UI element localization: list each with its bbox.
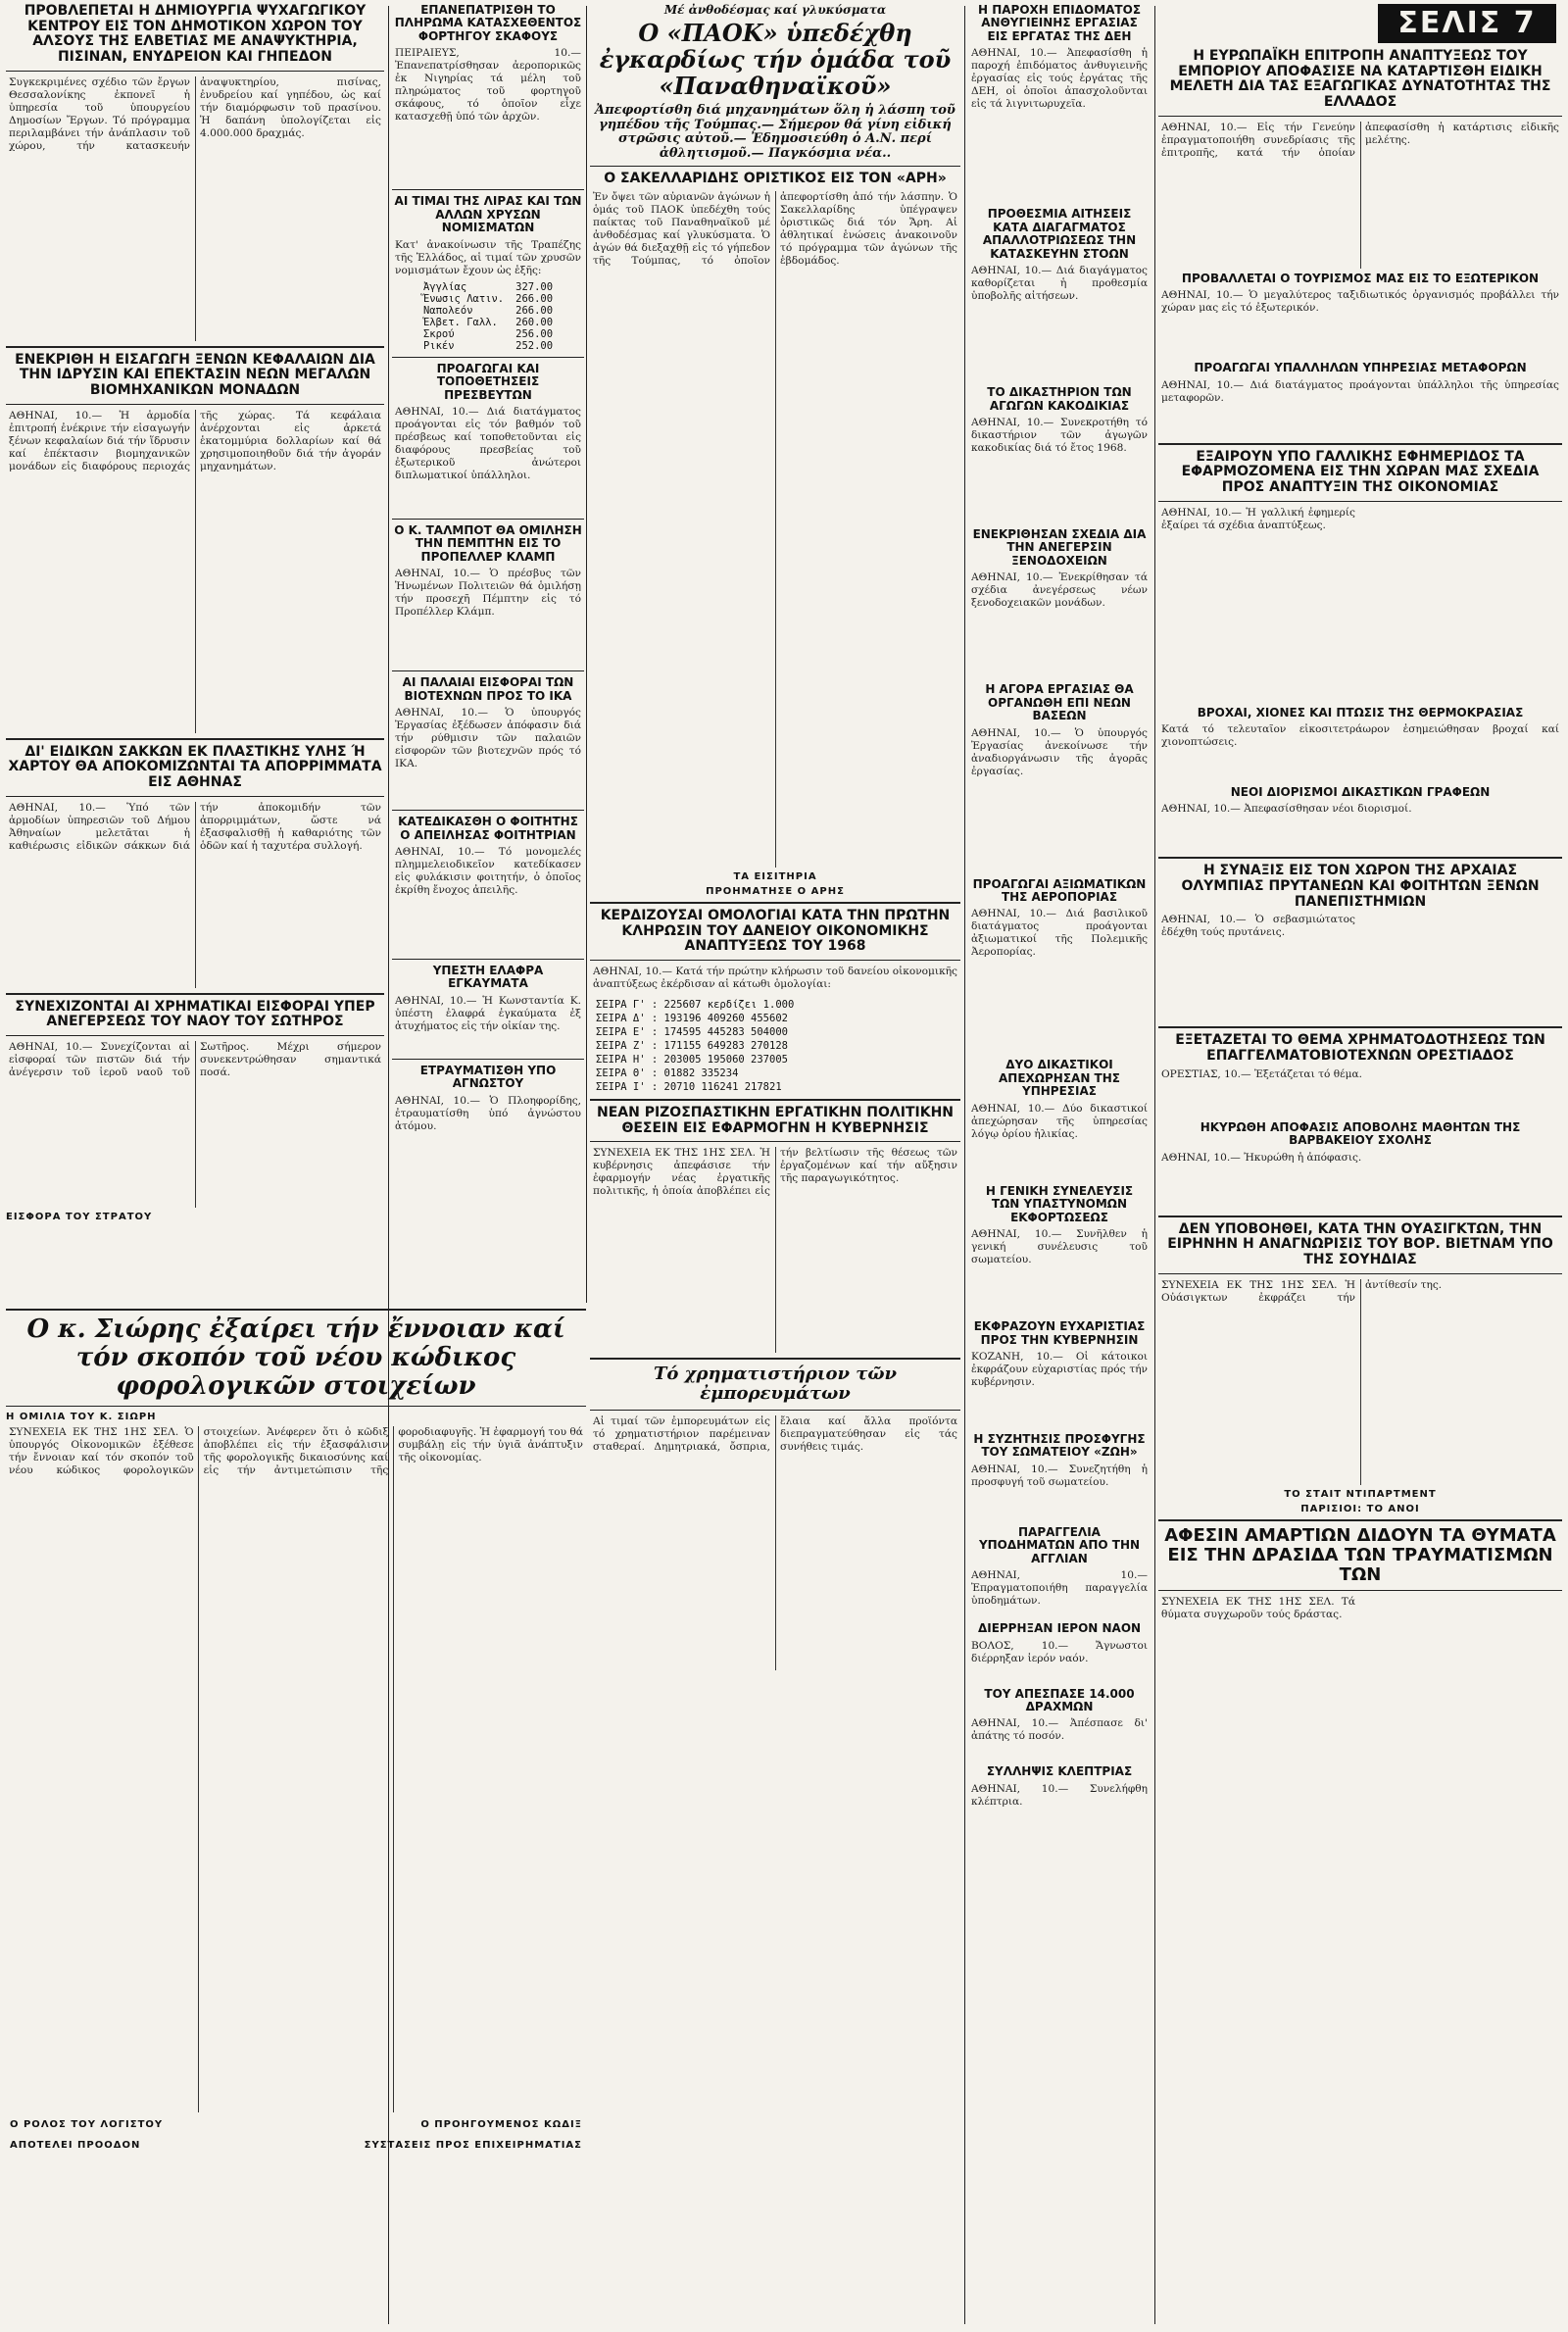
headline-vietnam: ΔΕΝ ΥΠΟΒΟΗΘΕΙ, ΚΑΤΑ ΤΗΝ ΟΥΑΣΙΓΚΤΩΝ, ΤΗΝ ΕΙΡΗΝΗΝ Η ΑΝΑΓΝΩΡΙΣΙΣ ΤΟΥ ΒΟΡ. ΒΙΕΤΝΑΜ ΥΠΟ ΤΗΣ ΣΟΥΗΔΙΑΣ: [1167, 1220, 1553, 1268]
headline-judges-retired: ΔΥΟ ΔΙΚΑΣΤΙΚΟΙ ΑΠΕΧΩΡΗΣΑΝ ΤΗΣ ΥΠΗΡΕΣΙΑΣ: [999, 1058, 1120, 1099]
headline-european-commission: Η ΕΥΡΩΠΑΪΚΗ ΕΠΙΤΡΟΠΗ ΑΝΑΠΤΥΞΕΩΣ ΤΟΥ ΕΜΠΟΡΙΟΥ ΑΠΟΦΑΣΙΣΕ ΝΑ ΚΑΤΑΡΤΙΣΘΗ ΕΙΔΙΚΗ ΜΕΛΕΤΗ ΔΙΑ ΤΑΣ ΕΞΑΓΩΓΙΚΑΣ ΔΥΝΑΤΟΤΗΤΑΣ ΤΗΣ ΕΛΛΑΔΟΣ: [1169, 48, 1551, 111]
subhead-accountant-role: Ο ΡΟΛΟΣ ΤΟΥ ΛΟΓΙΣΤΟΥ: [10, 2119, 164, 2131]
article-forgiveness: ΣΥΝΕΧΕΙΑ ΕΚ ΤΗΣ 1ΗΣ ΣΕΛ. Τά θύματα συγχωροῦν τούς δράστας.: [1161, 1596, 1355, 1621]
headline-church-burglary: ΔΙΕΡΡΗΞΑΝ ΙΕΡΟΝ ΝΑΟΝ: [977, 1621, 1142, 1636]
subhead-tickets: ΤΑ ΕΙΣΙΤΗΡΙΑ: [733, 870, 817, 882]
headline-court: ΤΟ ΔΙΚΑΣΤΗΡΙΟΝ ΤΩΝ ΑΓΩΓΩΝ ΚΑΚΟΔΙΚΙΑΣ: [987, 385, 1132, 413]
article-church-burglary: ΒΟΛΟΣ, 10.— Ἄγνωστοι διέρρηξαν ἱερόν ναόν.: [971, 1639, 1148, 1664]
article-french-newspaper: ΑΘΗΝΑΙ, 10.— Ἡ γαλλική ἐφημερίς ἐξαίρει τά σχέδια ἀναπτύξεως.: [1161, 506, 1355, 531]
article-bond-draw: ΑΘΗΝΑΙ, 10.— Κατά τήν πρώτην κλήρωσιν τοῦ δανείου οἰκονομικῆς ἀναπτύξεως ἐκέρδισαν αἱ κάτωθι ὁμολογίαι:: [593, 965, 957, 990]
article-olympia: ΑΘΗΝΑΙ, 10.— Ὁ σεβασμιώτατος ἐδέχθη τούς πρυτάνεις.: [1161, 914, 1355, 939]
deck-paok: Ἀπεφορτίσθη διά μηχανημάτων ὅλη ἡ λάσπη τοῦ γηπέδου τῆς Τούμπας.— Σήμερον θά γίνη εἰδική στρῶσις αὐτοῦ.— Ἐδημοσιεύθη ὁ Α.Ν. περί ἀθλητισμοῦ.— Παγκόσμια νέα..: [595, 103, 956, 161]
headline-assembly: Η ΓΕΝΙΚΗ ΣΥΝΕΛΕΥΣΙΣ ΤΩΝ ΥΠΑΣΤΥΝΟΜΩΝ ΕΚΦΟΡΤΩΣΕΩΣ: [985, 1183, 1134, 1224]
article-garbage-bags: ΑΘΗΝΑΙ, 10.— Ὑπό τῶν ἁρμοδίων ὑπηρεσιῶν τοῦ Δήμου Ἀθηναίων μελετᾶται ἡ καθιέρωσις εἰδικῶν σάκκων διά τήν ἀποκομιδήν τῶν ἀπορριμμάτων, ὥστε νά ἐξασφαλισθῇ ἡ καθαριότης τῶν ὁδῶν καί ἡ ταχυτέρα συλλογή.: [9, 801, 381, 852]
headline-airforce: ΠΡΟΑΓΩΓΑΙ ΑΞΙΩΜΑΤΙΚΩΝ ΤΗΣ ΑΕΡΟΠΟΡΙΑΣ: [972, 876, 1147, 904]
headline-ika-contributions: ΑΙ ΠΑΛΑΙΑΙ ΕΙΣΦΟΡΑΙ ΤΩΝ ΒΙΟΤΕΧΝΩΝ ΠΡΟΣ ΤΟ ΙΚΑ: [402, 675, 574, 703]
article-thief-arrest: ΑΘΗΝΑΙ, 10.— Συνελήφθη κλέπτρια.: [971, 1782, 1148, 1808]
headline-gold-prices: ΑΙ ΤΙΜΑΙ ΤΗΣ ΛΙΡΑΣ ΚΑΙ ΤΩΝ ΑΛΛΩΝ ΧΡΥΣΩΝ ΝΟΜΙΣΜΑΤΩΝ: [394, 194, 582, 235]
gold-price-row: Ναπολεόν 266.00: [422, 304, 554, 317]
article-paok: Ἐν ὄψει τῶν αὐριανῶν ἀγώνων ἡ ὁμάς τοῦ ΠΑΟΚ ὑπεδέχθη τούς παίκτας τοῦ Παναθηναϊκοῦ μέ ἀνθοδέσμας καί γλυκύσματα. Ὁ ἀγών θά διεξαχθῇ εἰς τό γήπεδον τῆς Τούμπας, τό ὁποῖον ἀπεφορτίσθη ἀπό τήν λάσπην. Ὁ Σακελλαρίδης ὑπέγραψεν ὁριστικῶς διά τόν Ἄρη. Αἱ ἀθλητικαί ἑνώσεις ἀνακοινοῦν τό πρόγραμμα τῶν ἀγώνων τῆς ἑβδομάδος.: [593, 190, 957, 267]
article-tourism: ΑΘΗΝΑΙ, 10.— Ὁ μεγαλύτερος ταξιδιωτικός ὀργανισμός προβάλλει τήν χώραν μας εἰς τό ἐξωτερικόν.: [1161, 289, 1559, 315]
subhead-army-contribution: ΕΙΣΦΟΡΑ ΤΟΥ ΣΤΡΑΤΟΥ: [6, 1212, 153, 1223]
subhead-aris-training: ΠΡΟΗΜΑΤΗΣΕ Ο ΑΡΗΣ: [706, 885, 845, 897]
headline-court-appointments: ΝΕΟΙ ΔΙΟΡΙΣΜΟΙ ΔΙΚΑΣΤΙΚΩΝ ΓΡΑΦΕΩΝ: [1230, 785, 1491, 800]
article-orestiada: ΟΡΕΣΤΙΑΣ, 10.— Ἐξετάζεται τό θέμα.: [1161, 1067, 1362, 1080]
subhead-progress: ΑΠΟΤΕΛΕΙ ΠΡΟΟΔΟΝ: [10, 2140, 141, 2152]
headline-shoes: ΠΑΡΑΓΓΕΛΙΑ ΥΠΟΔΗΜΑΤΩΝ ΑΠΟ ΤΗΝ ΑΓΓΛΙΑΝ: [978, 1524, 1141, 1565]
gold-price-row: Ρικέν 252.00: [422, 339, 554, 352]
subhead-state-department: ΤΟ ΣΤΑΙΤ ΝΤΙΠΑΡΤΜΕΝΤ: [1284, 1488, 1437, 1500]
headline-sakellaridis: Ο ΣΑΚΕΛΛΑΡΙΔΗΣ ΟΡΙΣΤΙΚΟΣ ΕΙΣ ΤΟΝ «ΑΡΗ»: [604, 171, 947, 187]
headline-student-convicted: ΚΑΤΕΔΙΚΑΣΘΗ Ο ΦΟΙΤΗΤΗΣ Ο ΑΠΕΙΛΗΣΑΣ ΦΟΙΤΗΤΡΙΑΝ: [398, 815, 578, 842]
article-expropriation: ΑΘΗΝΑΙ, 10.— Διά διαγάγματος καθορίζεται ἡ προθεσμία ὑποβολῆς αἰτήσεων.: [971, 265, 1148, 303]
article-airforce: ΑΘΗΝΑΙ, 10.— Διά βασιλικοῦ διατάγματος προάγονται ἀξιωματικοί τῆς Πολεμικῆς Ἀεροπορίας.: [971, 908, 1148, 959]
article-thanks: ΚΟΖΑΝΗ, 10.— Οἱ κάτοικοι ἐκφράζουν εὐχαριστίας πρός τήν κυβέρνησιν.: [971, 1350, 1148, 1388]
headline-thief-arrest: ΣΥΛΛΗΨΙΣ ΚΛΕΠΤΡΙΑΣ: [986, 1764, 1133, 1779]
article-sioris: ΣΥΝΕΧΕΙΑ ΕΚ ΤΗΣ 1ΗΣ ΣΕΛ. Ὁ ὑπουργός Οἰκονομικῶν ἐξέθεσε τήν ἔννοιαν καί τόν σκοπόν τοῦ νέου κώδικος φορολογικῶν στοιχείων. Ἀνέφερεν ὅτι ὁ κῶδιξ ἀποβλέπει εἰς τήν ἐξασφάλισιν τῆς φορολογικῆς δικαιοσύνης καί εἰς τήν ἀντιμετώπισιν τῆς φοροδιαφυγῆς. Ἡ ἐφαρμογή του θά συμβάλῃ εἰς τήν ὑγιᾶ ἀνάπτυξιν τῆς οἰκονομίας.: [9, 1426, 583, 1477]
article-judges-retired: ΑΘΗΝΑΙ, 10.— Δύο δικαστικοί ἀπεχώρησαν τῆς ὑπηρεσίας λόγῳ ὁρίου ἡλικίας.: [971, 1102, 1148, 1140]
gold-price-row: Ἀγγλίας 327.00: [422, 280, 554, 293]
article-talbot-speech: ΑΘΗΝΑΙ, 10.— Ὁ πρέσβυς τῶν Ἡνωμένων Πολιτειῶν θά ὁμιλήσῃ τήν προσεχῆ Πέμπτην εἰς τό Προπέλλερ Κλάμπ.: [395, 568, 581, 619]
headline-weather: ΒΡΟΧΑΙ, ΧΙΟΝΕΣ ΚΑΙ ΠΤΩΣΙΣ ΤΗΣ ΘΕΡΜΟΚΡΑΣΙΑΣ: [1197, 705, 1524, 719]
bond-row: ΣΕΙΡΑ Ι' : 20710 116241 217821: [596, 1080, 782, 1093]
gold-price-row: Σκρού 256.00: [422, 327, 554, 340]
article-shoes: ΑΘΗΝΑΙ, 10.— Ἐπραγματοποιήθη παραγγελία ὑποδημάτων.: [971, 1569, 1148, 1608]
headline-zoi: Η ΣΥΖΗΤΗΣΙΣ ΠΡΟΣΦΥΓΗΣ ΤΟΥ ΣΩΜΑΤΕΙΟΥ «ΖΩΗ»: [973, 1431, 1146, 1460]
article-amusement-center: Συγκεκριμένες σχέδιο τῶν ἔργων Θεσσαλονίκης ἐκπονεῖ ἡ ὑπηρεσία τοῦ ὑπουργείου Δημοσίων Ἔργων. Τό πρόγραμμα περιλαμβάνει τήν ἀνάπλασιν τοῦ χώρου, τήν κατασκευήν ἀναψυκτηρίου, πισίνας, ἐνυδρείου καί γηπέδου, ὡς καί τήν διαμόρφωσιν τοῦ πρασίνου. Ἡ δαπάνη ὑπολογίζεται εἰς 4.000.000 δραχμάς.: [9, 75, 381, 152]
headline-olympia: Η ΣΥΝΑΞΙΣ ΕΙΣ ΤΟΝ ΧΩΡΟΝ ΤΗΣ ΑΡΧΑΙΑΣ ΟΛΥΜΠΙΑΣ ΠΡΥΤΑΝΕΩΝ ΚΑΙ ΦΟΙΤΗΤΩΝ ΞΕΝΩΝ ΠΑΝΕΠΙΣΤΗΜΙΩΝ: [1181, 863, 1540, 910]
article-ika-contributions: ΑΘΗΝΑΙ, 10.— Ὁ ὑπουργός Ἐργασίας ἐξέδωσεν ἀπόφασιν διά τήν ρύθμισιν τῶν παλαιῶν εἰσφορῶν τῶν βιοτεχνῶν πρός τό ΙΚΑ.: [395, 707, 581, 770]
bond-row: ΣΕΙΡΑ Ζ' : 171155 649283 270128: [596, 1039, 788, 1052]
article-injured-unknown: ΑΘΗΝΑΙ, 10.— Ὁ Πλοηφορίδης, ἐτραυματίσθη ὑπό ἀγνώστου ἀτόμου.: [395, 1094, 581, 1132]
headline-bond-draw: ΚΕΡΔΙΖΟΥΣΑΙ ΟΜΟΛΟΓΙΑΙ ΚΑΤΑ ΤΗΝ ΠΡΩΤΗΝ ΚΛΗΡΩΣΙΝ ΤΟΥ ΔΑΝΕΙΟΥ ΟΙΚΟΝΟΜΙΚΗΣ ΑΝΑΠΤΥΞΕΩΣ ΤΟΥ 1968: [600, 907, 951, 955]
headline-expropriation: ΠΡΟΘΕΣΜΙΑ ΑΙΤΗΣΕΙΣ ΚΑΤΑ ΔΙΑΓΑΓΜΑΤΟΣ ΑΠΑΛΛΟΤΡΙΩΣΕΩΣ ΤΗΝ ΚΑΤΑΣΚΕΥΗΝ ΣΤΟΩΝ: [982, 207, 1137, 261]
gold-price-table: [417, 281, 559, 352]
column-3: [590, 0, 960, 2324]
article-court-appointments: ΑΘΗΝΑΙ, 10.— Ἀπεφασίσθησαν νέοι διορισμοί.: [1161, 803, 1412, 816]
headline-amusement-center: ΠΡΟΒΛΕΠΕΤΑΙ Η ΔΗΜΙΟΥΡΓΙΑ ΨΥΧΑΓΩΓΙΚΟΥ ΚΕΝΤΡΟΥ ΕΙΣ ΤΟΝ ΔΗΜΟΤΙΚΟΝ ΧΩΡΟΝ ΤΟΥ ΑΛΣΟΥΣ ΤΗΣ ΕΛΒΕΤΙΑΣ ΜΕ ΑΝΑΨΥΚΤΗΡΙΑ, ΠΙΣΙΝΑΝ, ΕΝΥΔΡΕΙΟΝ ΚΑΙ ΓΗΠΕΔΟΝ: [24, 3, 367, 66]
article-hotels: ΑΘΗΝΑΙ, 10.— Ἐνεκρίθησαν τά σχέδια ἀνεγέρσεως νέων ξενοδοχειακῶν μονάδων.: [971, 571, 1148, 610]
subhead-previous-code: Ο ΠΡΟΗΓΟΥΜΕΝΟΣ ΚΩΔΙΞ: [420, 2119, 582, 2131]
article-gold-prices: Κατ' ἀνακοίνωσιν τῆς Τραπέζης τῆς Ἑλλάδος, αἱ τιμαί τῶν χρυσῶν νομισμάτων ἔχουν ὡς ἑξῆς:: [395, 238, 581, 276]
headline-foreign-capital: ΕΝΕΚΡΙΘΗ Η ΕΙΣΑΓΩΓΗ ΞΕΝΩΝ ΚΕΦΑΛΑΙΩΝ ΔΙΑ ΤΗΝ ΙΔΡΥΣΙΝ ΚΑΙ ΕΠΕΚΤΑΣΙΝ ΝΕΩΝ ΜΕΓΑΛΩΝ ΒΙΟΜΗΧΑΝΙΚΩΝ ΜΟΝΑΔΩΝ: [15, 351, 375, 399]
bond-row: ΣΕΙΡΑ Η' : 203005 195060 237005: [596, 1053, 788, 1066]
bond-list: [596, 998, 955, 1094]
column-4: [968, 0, 1151, 2324]
article-student-convicted: ΑΘΗΝΑΙ, 10.— Τό μονομελές πλημμελειοδικεῖον κατεδίκασεν εἰς φυλάκισιν φοιτητήν, ὁ ὁποῖος ἐκρίθη ἔνοχος ἀπειλῆς.: [395, 846, 581, 896]
article-zoi: ΑΘΗΝΑΙ, 10.— Συνεζητήθη ἡ προσφυγή τοῦ σωματείου.: [971, 1463, 1148, 1488]
headline-light-burns: ΥΠΕΣΤΗ ΕΛΑΦΡΑ ΕΓΚΑΥΜΑΤΑ: [432, 964, 544, 991]
bond-row: ΣΕΙΡΑ Γ' : 225607 κερδίζει 1.000: [596, 998, 795, 1011]
article-assembly: ΑΘΗΝΑΙ, 10.— Συνῆλθεν ἡ γενική συνέλευσις τοῦ σωματείου.: [971, 1228, 1148, 1266]
article-dei-allowance: ΑΘΗΝΑΙ, 10.— Ἀπεφασίσθη ἡ παροχή ἐπιδόματος ἀνθυγιεινῆς ἐργασίας εἰς τούς ἐργάτας τῆς ΔΕΗ, οἱ ὁποῖοι ἀπασχολοῦνται εἰς τά λιγνιτωρυχεῖα.: [971, 47, 1148, 111]
article-church-donations: ΑΘΗΝΑΙ, 10.— Συνεχίζονται αἱ εἰσφοραί τῶν πιστῶν διά τήν ἀνέγερσιν τοῦ ἱεροῦ ναοῦ τοῦ Σωτῆρος. Μέχρι σήμερον συνεκεντρώθησαν σημαντικά ποσά.: [9, 1041, 381, 1079]
subhead-sioris-speech: Η ΟΜΙΛΙΑ ΤΟΥ Κ. ΣΙΩΡΗ: [6, 1412, 157, 1423]
headline-injured-unknown: ΕΤΡΑΥΜΑΤΙΣΘΗ ΥΠΟ ΑΓΝΩΣΤΟΥ: [419, 1063, 557, 1091]
article-labor-market: ΑΘΗΝΑΙ, 10.— Ὁ ὑπουργός Ἐργασίας ἀνεκοίνωσε τήν ἀναδιοργάνωσιν τῆς ἀγορᾶς ἐργασίας.: [971, 726, 1148, 777]
headline-ambassadors: ΠΡΟΑΓΩΓΑΙ ΚΑΙ ΤΟΠΟΘΕΤΗΣΕΙΣ ΠΡΕΣΒΕΥΤΩΝ: [436, 361, 540, 402]
article-labor-policy: ΣΥΝΕΧΕΙΑ ΕΚ ΤΗΣ 1ΗΣ ΣΕΛ. Ἡ κυβέρνησις ἀπεφάσισε τήν ἐφαρμογήν νέας ἐργατικῆς πολιτικῆς, ἡ ὁποία ἀποβλέπει εἰς τήν βελτίωσιν τῆς θέσεως τῶν ἐργαζομένων καί τήν αὔξησιν τῆς παραγωγικότητος.: [593, 1147, 957, 1198]
article-commodity-exchange: Αἱ τιμαί τῶν ἐμπορευμάτων εἰς τό χρηματιστήριον παρέμειναν σταθεραί. Δημητριακά, ὄσπρια, ἔλαια καί ἄλλα προϊόντα διεπραγματεύθησαν εἰς τάς συνήθεις τιμάς.: [593, 1414, 957, 1453]
bond-row: ΣΕΙΡΑ Ε' : 174595 445283 504000: [596, 1025, 788, 1038]
column-5: [1158, 0, 1562, 2324]
article-court: ΑΘΗΝΑΙ, 10.— Συνεκροτήθη τό δικαστήριον τῶν ἀγωγῶν κακοδικίας διά τό ἔτος 1968.: [971, 416, 1148, 454]
article-light-burns: ΑΘΗΝΑΙ, 10.— Ἡ Κωνσταντία Κ. ὑπέστη ἐλαφρά ἐγκαύματα ἐξ ἀτυχήματος εἰς τήν οἰκίαν της.: [395, 994, 581, 1032]
bond-row: ΣΕΙΡΑ Θ' : 01882 335234: [596, 1067, 739, 1079]
article-foreign-capital: ΑΘΗΝΑΙ, 10.— Ἡ ἁρμοδία ἐπιτροπή ἐνέκρινε τήν εἰσαγωγήν ξένων κεφαλαίων διά τήν ἵδρυσιν καί ἐπέκτασιν βιομηχανικῶν μονάδων εἰς διαφόρους περιοχάς τῆς χώρας. Τά κεφάλαια ἀνέρχονται εἰς ἀρκετά ἑκατομμύρια δολλαρίων καί θά χρησιμοποιηθοῦν διά τήν ἀγοράν μηχανημάτων.: [9, 409, 381, 472]
headline-talbot-speech: Ο Κ. ΤΑΛΜΠΟΤ ΘΑ ΟΜΙΛΗΣΗ ΤΗΝ ΠΕΜΠΤΗΝ ΕΙΣ ΤΟ ΠΡΟΠΕΛΛΕΡ ΚΛΑΜΠ: [394, 522, 582, 564]
kicker-flowers: Μέ ἀνθοδέσμας καί γλυκύσματα: [663, 3, 887, 17]
article-14000: ΑΘΗΝΑΙ, 10.— Ἀπέσπασε δι' ἀπάτης τό ποσόν.: [971, 1717, 1148, 1743]
headline-garbage-bags: ΔΙ' ΕΙΔΙΚΩΝ ΣΑΚΚΩΝ ΕΚ ΠΛΑΣΤΙΚΗΣ ΥΛΗΣ Ή ΧΑΡΤΟΥ ΘΑ ΑΠΟΚΟΜΙΖΩΝΤΑΙ ΤΑ ΑΠΟΡΡΙΜΜΑΤΑ ΕΙΣ ΑΘΗΝΑΣ: [8, 743, 382, 791]
article-ambassadors: ΑΘΗΝΑΙ, 10.— Διά διατάγματος προάγονται εἰς τόν βαθμόν τοῦ πρέσβεως καί τοποθετοῦνται εἰς διαφόρους πρεσβείας τοῦ ἐξωτερικοῦ ἀνώτεροι διπλωματικοί ὑπάλληλοι.: [395, 405, 581, 481]
gold-price-row: Ἑλβετ. Γαλλ. 260.00: [422, 316, 554, 328]
headline-commodity-exchange: Τό χρηματιστήριον τῶν ἐμπορευμάτων: [653, 1364, 898, 1405]
bottom-left-story: [6, 1304, 586, 2323]
headline-varvakeio: ΗΚΥΡΩΘΗ ΑΠΟΦΑΣΙΣ ΑΠΟΒΟΛΗΣ ΜΑΘΗΤΩΝ ΤΗΣ ΒΑΡΒΑΚΕΙΟΥ ΣΧΟΛΗΣ: [1200, 1119, 1521, 1148]
headline-labor-policy: ΝΕΑΝ ΡΙΖΟΣΠΑΣΤΙΚΗΝ ΕΡΓΑΤΙΚΗΝ ΠΟΛΙΤΙΚΗΝ ΘΕΣΕΙΝ ΕΙΣ ΕΦΑΡΜΟΓΗΝ Η ΚΥΒΕΡΝΗΣΙΣ: [596, 1104, 955, 1136]
headline-dei-allowance: Η ΠΑΡΟΧΗ ΕΠΙΔΟΜΑΤΟΣ ΑΝΘΥΓΙΕΙΝΗΣ ΕΡΓΑΣΙΑΣ ΕΙΣ ΕΡΓΑΤΑΣ ΤΗΣ ΔΕΗ: [977, 3, 1142, 43]
article-weather: Κατά τό τελευταῖον εἰκοσιτετράωρον ἐσημειώθησαν βροχαί καί χιονοπτώσεις.: [1161, 723, 1559, 749]
headline-crew-repatriated: ΕΠΑΝΕΠΑΤΡΙΣΘΗ ΤΟ ΠΛΗΡΩΜΑ ΚΑΤΑΣΧΕΘΕΝΤΟΣ ΦΟΡΤΗΓΟΥ ΣΚΑΦΟΥΣ: [394, 3, 582, 43]
headline-french-newspaper: ΕΞΑΙΡΟΥΝ ΥΠΟ ΓΑΛΛΙΚΗΣ ΕΦΗΜΕΡΙΔΟΣ ΤΑ ΕΦΑΡΜΟΖΟΜΕΝΑ ΕΙΣ ΤΗΝ ΧΩΡΑΝ ΜΑΣ ΣΧΕΔΙΑ ΠΡΟΣ ΑΝΑΠΤΥΞΙΝ ΤΗΣ ΟΙΚΟΝΟΜΙΑΣ: [1181, 448, 1540, 495]
headline-labor-market: Η ΑΓΟΡΑ ΕΡΓΑΣΙΑΣ ΘΑ ΟΡΓΑΝΩΘΗ ΕΠΙ ΝΕΩΝ ΒΑΣΕΩΝ: [985, 682, 1134, 723]
bond-row: ΣΕΙΡΑ Δ' : 193196 409260 455602: [596, 1012, 788, 1024]
article-crew-repatriated: ΠΕΙΡΑΙΕΥΣ, 10.— Ἐπανεπατρίσθησαν ἀεροπορικῶς ἐκ Νιγηρίας τά μέλη τοῦ πληρώματος τοῦ φορτηγοῦ σκάφους, τό ὁποῖον εἶχε κατασχεθῇ ὑπό τῶν ἀρχῶν.: [395, 47, 581, 124]
headline-paok: Ο «ΠΑΟΚ» ὑπεδέχθη ἐγκαρδίως τήν ὁμάδα τοῦ «Παναθηναϊκοῦ»: [599, 19, 952, 101]
headline-church-donations: ΣΥΝΕΧΙΖΟΝΤΑΙ ΑΙ ΧΡΗΜΑΤΙΚΑΙ ΕΙΣΦΟΡΑΙ ΥΠΕΡ ΑΝΕΓΕΡΣΕΩΣ ΤΟΥ ΝΑΟΥ ΤΟΥ ΣΩΤΗΡΟΣ: [15, 998, 375, 1030]
article-european-commission: ΑΘΗΝΑΙ, 10.— Εἰς τήν Γενεύην ἐπραγματοποιήθη συνεδρίασις τῆς ἐπιτροπῆς, κατά τήν ὁποίαν ἀπεφασίσθη ἡ κατάρτισις εἰδικῆς μελέτης.: [1161, 121, 1559, 159]
headline-sioris: Ο κ. Σιώρης ἐξαίρει τήν ἔννοιαν καί τόν σκοπόν τοῦ νέου κώδικος φορολογικῶν στοιχείων: [26, 1315, 565, 1402]
page-number-logo: ΣΕΛΙΣ 7: [1378, 4, 1556, 43]
headline-hotels: ΕΝΕΚΡΙΘΗΣΑΝ ΣΧΕΔΙΑ ΔΙΑ ΤΗΝ ΑΝΕΓΕΡΣΙΝ ΞΕΝΟΔΟΧΕΙΩΝ: [972, 526, 1147, 568]
article-varvakeio: ΑΘΗΝΑΙ, 10.— Ἠκυρώθη ἡ ἀπόφασις.: [1161, 1151, 1362, 1164]
subhead-business-recommendations: ΣΥΣΤΑΣΕΙΣ ΠΡΟΣ ΕΠΙΧΕΙΡΗΜΑΤΙΑΣ: [364, 2140, 582, 2152]
subhead-paris-hanoi: ΠΑΡΙΣΙΟΙ: ΤΟ ΑΝΟΙ: [1300, 1503, 1420, 1514]
headline-tourism: ΠΡΟΒΑΛΛΕΤΑΙ Ο ΤΟΥΡΙΣΜΟΣ ΜΑΣ ΕΙΣ ΤΟ ΕΞΩΤΕΡΙΚΟΝ: [1181, 271, 1540, 285]
article-transport-promotions: ΑΘΗΝΑΙ, 10.— Διά διατάγματος προάγονται ὑπάλληλοι τῆς ὑπηρεσίας μεταφορῶν.: [1161, 378, 1559, 404]
headline-orestiada: ΕΞΕΤΑΖΕΤΑΙ ΤΟ ΘΕΜΑ ΧΡΗΜΑΤΟΔΟΤΗΣΕΩΣ ΤΩΝ ΕΠΑΓΓΕΛΜΑΤΟΒΙΟΤΕΧΝΩΝ ΟΡΕΣΤΙΑΔΟΣ: [1175, 1032, 1545, 1065]
headline-forgiveness: ΑΦΕΣΙΝ ΑΜΑΡΤΙΩΝ ΔΙΔΟΥΝ ΤΑ ΘΥΜΑΤΑ ΕΙΣ ΤΗΝ ΔΡΑΣΙΔΑ ΤΩΝ ΤΡΑΥΜΑΤΙΣΜΩΝ ΤΩΝ: [1164, 1524, 1556, 1586]
article-vietnam: ΣΥΝΕΧΕΙΑ ΕΚ ΤΗΣ 1ΗΣ ΣΕΛ. Ἡ Οὐάσιγκτων ἐκφράζει τήν ἀντίθεσίν της.: [1161, 1278, 1443, 1304]
gold-price-row: Ἕνωσις Λατιν. 266.00: [422, 292, 554, 305]
headline-transport-promotions: ΠΡΟΑΓΩΓΑΙ ΥΠΑΛΛΗΛΩΝ ΥΠΗΡΕΣΙΑΣ ΜΕΤΑΦΟΡΩΝ: [1194, 361, 1527, 375]
column-2: [392, 0, 584, 1299]
headline-thanks: ΕΚΦΡΑΖΟΥΝ ΕΥΧΑΡΙΣΤΙΑΣ ΠΡΟΣ ΤΗΝ ΚΥΒΕΡΝΗΣΙΝ: [973, 1319, 1146, 1347]
headline-14000: ΤΟΥ ΑΠΕΣΠΑΣΕ 14.000 ΔΡΑΧΜΩΝ: [984, 1686, 1135, 1713]
